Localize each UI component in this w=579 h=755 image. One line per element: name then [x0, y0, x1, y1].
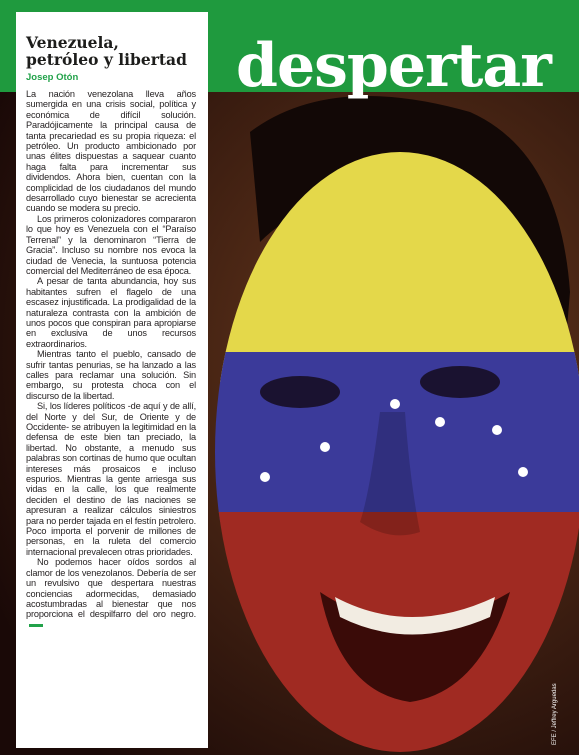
article-paragraph: Si, los líderes políticos -de aquí y de allí, del Norte y del Sur, de Oriente y de Occidente- se atribuyen la legitimidad en la defensa de este bien tan preciado, la libertad. No obstante, a menudo sus palabras son cortinas de humo que ocultan intereses más prosaicos e incluso espurios. Mientras la gente arriesga sus vidas en la calle, los que realmente deciden el destino de las naciones se apresuran a realizar cálculos siniestros para no perder tajada en el festín petrolero. Poco importa el porvenir de millones de personas, en la ruleta del comercio internacional prevalecen otras prioridades. — [26, 401, 196, 557]
article-title: Venezuela, petróleo y libertad — [26, 33, 187, 69]
article-paragraph: Mientras tanto el pueblo, cansado de sufrir tantas penurias, se ha lanzado a las calles para reclamar una solución. Sin embargo, su protesta choca con el discurso de la libertad. — [26, 349, 196, 401]
article-body — [26, 89, 196, 630]
article-author: Josep Otón — [26, 72, 79, 83]
article-paragraph-text: No podemos hacer oídos sordos al clamor de los venezolanos. Debería de ser un revulsivo que despertara nuestras conciencias adormecidas, demasiado acostumbradas al bienestar que nos proporciona el despilfarro del oro negro. — [26, 557, 196, 620]
end-mark-icon — [29, 624, 43, 627]
article-paragraph: Los primeros colonizadores compararon lo que hoy es Venezuela con el “Paraíso Terrenal” y la denominaron “Tierra de Gracia”. Incluso su nombre nos evoca la ciudad de Venecia, la suntuosa potencia comercial del Mediterráneo de esa época. — [26, 213, 196, 276]
page-headline: despertar — [236, 31, 551, 101]
article-paragraph: A pesar de tanta abundancia, hoy sus habitantes sufren el flagelo de una escasez injustificada. La prodigalidad de la naturaleza contrasta con la ambición de unos pocos que conspiran para apropiarse en exclusiva de unos recursos extraordinarios. — [26, 276, 196, 349]
article-paragraph: La nación venezolana lleva años sumergida en una crisis social, política y económica de difícil solución. Paradójicamente la principal causa de tanta precariedad es su propia riqueza: el petróleo. Un producto ambicionado por unas élites dispuestas a saquear cuanto haga falta para incrementar sus dividendos. Ahora bien, cuentan con la complicidad de los ciudadanos del mundo desarrollado cuyo bienestar se acrecienta cuando se modera su precio. — [26, 89, 196, 214]
article-paragraph-last — [26, 557, 196, 630]
photo-credit: EFE / Jeffrey Arguedas — [552, 683, 558, 745]
article-panel — [16, 12, 208, 748]
